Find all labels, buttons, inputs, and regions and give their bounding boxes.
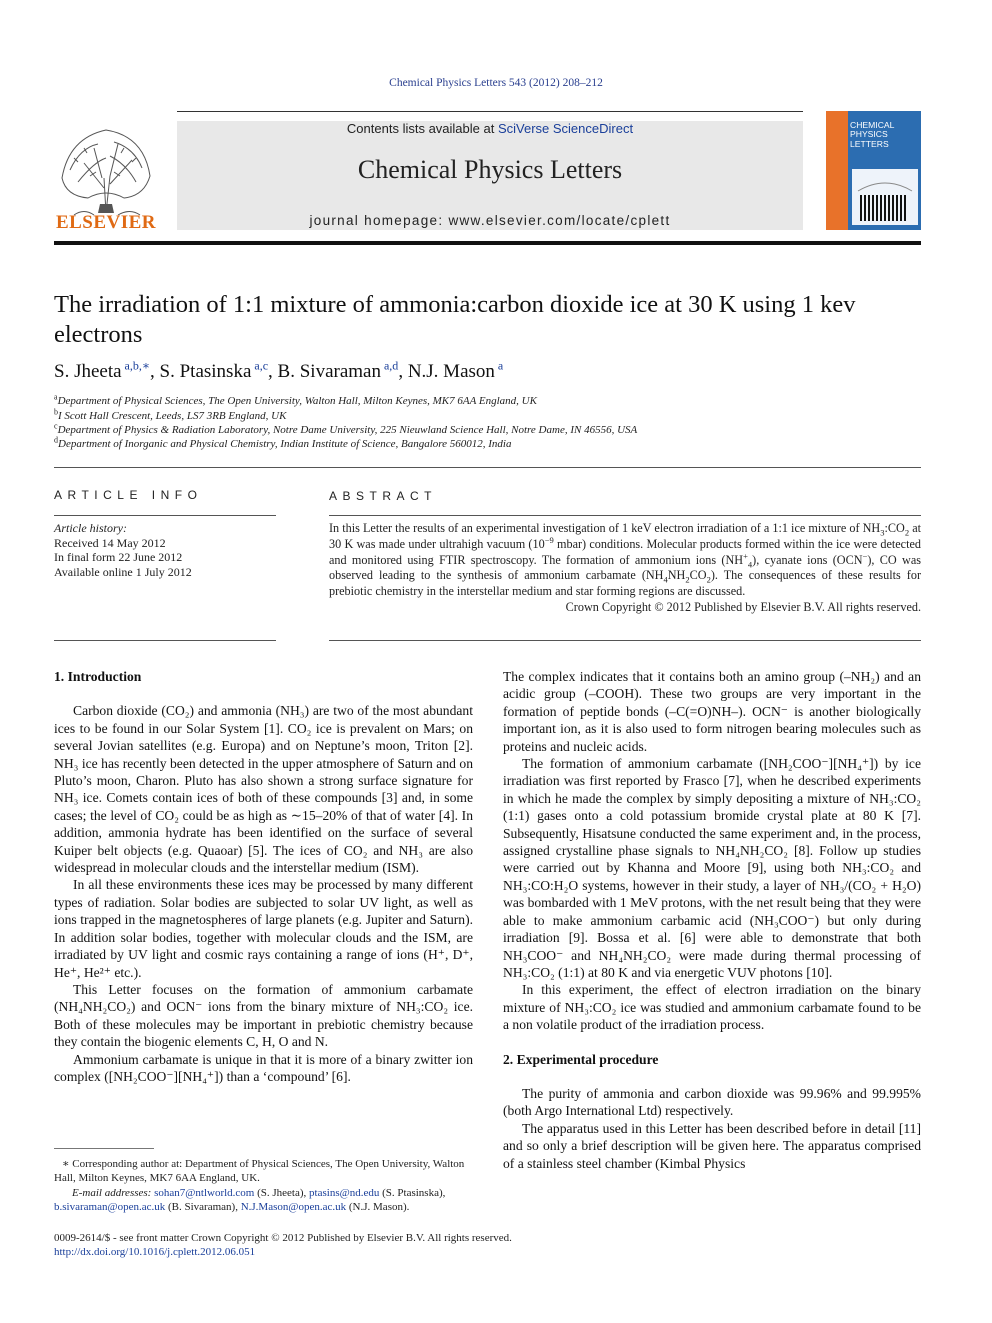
- author-affiliation-marker[interactable]: a,d: [383, 358, 399, 373]
- contents-line: [177, 121, 803, 136]
- abstract-fragment: ), CO was observed leading to the synthesis of ammonium carbamate (NH: [329, 552, 921, 583]
- email-owner: (N.J. Mason).: [346, 1201, 410, 1214]
- cover-line: LETTERS: [850, 138, 889, 149]
- paragraph: Ammonium carbamate is unique in that it is more of a binary zwitter ion complex ([NH₂COO⁻][NH₄⁺]) than a ‘compound’ [6].: [54, 1051, 473, 1084]
- section-heading-introduction: 1. Introduction: [54, 669, 142, 684]
- email-link[interactable]: ptasins@nd.edu: [309, 1186, 380, 1199]
- journal-homepage[interactable]: journal homepage: www.elsevier.com/locate/cplett: [309, 213, 671, 228]
- footnote-block: [54, 1157, 473, 1215]
- affiliation-key: a: [54, 392, 58, 402]
- journal-citation[interactable]: Chemical Physics Letters 543 (2012) 208–212: [389, 77, 603, 89]
- journal-cover-image: [826, 111, 921, 230]
- corresponding-author-note: ∗ Corresponding author at: Department of Physical Sciences, The Open University, Walton Hall, Milton Keynes, MK7 6AA England, UK.: [54, 1158, 465, 1185]
- email-label: E-mail addresses:: [72, 1186, 152, 1199]
- affiliation-text: Department of Physical Sciences, The Open University, Walton Hall, Milton Keynes, MK7 6AA England, UK: [57, 395, 537, 407]
- author-name[interactable]: B. Sivaraman: [277, 361, 381, 382]
- affiliation-d: [54, 435, 512, 450]
- email-link[interactable]: N.J.Mason@open.ac.uk: [240, 1201, 347, 1214]
- elsevier-wordmark: ELSEVIER: [55, 212, 157, 233]
- author-name[interactable]: S. Ptasinska: [159, 361, 252, 382]
- divider: [329, 640, 921, 641]
- email-owner: (S. Ptasinska),: [379, 1186, 446, 1199]
- divider: [54, 467, 921, 468]
- article-title: The irradiation of 1:1 mixture of ammonia:carbon dioxide ice at 30 K using 1 kev electrons: [54, 291, 856, 348]
- author-affiliation-marker[interactable]: a: [497, 358, 504, 373]
- section-heading-experimental: 2. Experimental procedure: [503, 1051, 659, 1067]
- header-top-rule: [177, 111, 803, 112]
- received-date: Received 14 May 2012: [54, 535, 166, 550]
- paragraph: This Letter focuses on the formation of ammonium carbamate (NH₄NH₂CO₂) and OCN⁻ ions from the binary mixture of NH₃:CO₂ ice. Both of these molecules may be important in prebiotic chemistry because they contain the biogenic elements C, H, O and N.: [54, 981, 473, 1050]
- right-column: [503, 668, 921, 1172]
- paragraph: Carbon dioxide (CO₂) and ammonia (NH₃) are two of the most abundant ices to be found in our Solar System [1]. CO₂ ice is prevalent on Mars; on several Jovian satellites (e.g. Europa) and on Neptune’s moon, Triton [2]. NH₃ ice has recently been detected in the upper atmosphere of Saturn and on Pluto’s moon, Charon. Pluto has also shown a strong surface signature for NH₃ ice. Comets contain ices of both of these compounds [3] and, in some cases; the level of CO₂ could be as high as ∼15–20% of that of water [4]. In addition, ammonia hydrate has been identified on the surface of several Kuiper belt objects (e.g. Quaoar) [5]. The ices of CO₂ and NH₃ are also widespread in molecular clouds and the interstellar medium (ISM).: [54, 703, 473, 876]
- email-owner: (S. Jheeta),: [254, 1186, 310, 1199]
- email-link[interactable]: sohan7@ntlworld.com: [154, 1186, 255, 1199]
- doi-link[interactable]: http://dx.doi.org/10.1016/j.cplett.2012.06.051: [54, 1246, 256, 1259]
- abstract-fragment: In this Letter the results of an experimental investigation of 1 keV electron irradiation of a 1:1 ice mixture of NH: [329, 521, 881, 535]
- abstract-fragment: ), cyanate ions (OCN: [752, 552, 863, 567]
- abstract-text: In this Letter the results of an experimental investigation of 1 keV electron irradiation of a 1:1 ice mixture of $NH_3:CO_2$ at 30 K was made under ultrahigh vacuum ($10^{-9}$ mbar) conditions. Molecular products formed within the ice were detected and monitored using FTIR spectroscopy. The formation of ammonium ions $(NH^+_4)$, cyanate ions (OCN−), CO was observed leading to the synthesis of ammonium carbamate $(NH_4NH_2CO_2)$. The consequences of these results for prebiotic chemistry in the interstellar medium and star forming regions are discussed. Crown Copyright © 2012 Published by Elsevier B.V. All rights reserved.: [329, 521, 922, 614]
- affiliation-c: [54, 421, 638, 436]
- author-list: S. Jheeta $^{a,b,∗}$, S. Ptasinska $^{a,c}$, B. Sivaraman $^{a,d}$, N.J. Mason $^a$: [54, 358, 504, 382]
- sciencedirect-link[interactable]: SciVerse ScienceDirect: [497, 121, 634, 136]
- author-affiliation-marker[interactable]: a,b,∗: [124, 358, 151, 373]
- cover-graphic-icon: [852, 169, 918, 225]
- paragraph: In all these environments these ices may be processed by many different types of radiation. Solar bodies are subjected to solar UV light, as well as ions trapped in the magnetospheres of large planets (e.g. Jupiter and Saturn). In addition solar bodies, together with molecular clouds and the ISM, are irradiated by UV light and cosmic rays containing a range of ions (H⁺, D⁺, He⁺, He²⁺ etc.).: [54, 877, 473, 980]
- abstract-fragment: ). The consequences of these results for prebiotic chemistry in the interstellar medium and star forming regions are discussed.: [329, 568, 922, 599]
- abstract-fragment: NH: [667, 568, 686, 583]
- author-name[interactable]: N.J. Mason: [407, 361, 495, 382]
- author-affiliation-marker[interactable]: a,c: [254, 358, 269, 373]
- abstract-fragment: at 30 K was made under ultrahigh vacuum (10: [329, 521, 921, 551]
- paragraph: The formation of ammonium carbamate ([NH₂COO⁻][NH₄⁺]) by ice irradiation was first reported by Frasco [7], when he described experiments in which he made the complex by simply depositing a mixture of NH₃:CO₂ (1:1) gases onto a cold potassium bromide crystal plate at 80 K [7]. Subsequently, Hisatsune conducted the same experiment and, in the process, assigned crystalline phase signals to NH₄NH₂CO₂ [8]. Follow up studies were carried out by Khanna and Moore [9], using both NH₃:CO₂ and NH₃:CO:H₂O systems, however in their study, a layer of NH₃/(CO₂ + H₂O) was bombarded with 1 MeV protons, with the net result being that they were able to make ammonium carbamic acid (NH₃COO⁻) but only during irradiation [9]. Bossa et al. [6] were able to demonstrate that both NH₃COO⁻ and NH₄NH₂CO₂ were made during thermal processing of NH₃:CO₂ (1:1) at 80 K and via energetic VUV photons [10].: [503, 756, 921, 980]
- email-owner: (B. Sivaraman),: [165, 1201, 241, 1214]
- affiliation-text: I Scott Hall Crescent, Leeds, LS7 3RB England, UK: [58, 410, 287, 422]
- article-history: [54, 521, 192, 579]
- cover-title: [850, 121, 894, 149]
- email-addresses: [54, 1186, 473, 1215]
- article-info-heading: ARTICLE INFO: [54, 488, 203, 502]
- affiliation-key: b: [54, 407, 58, 417]
- history-label: Article history:: [54, 521, 127, 535]
- final-form-date: In final form 22 June 2012: [54, 550, 183, 564]
- affiliation-key: d: [54, 435, 58, 445]
- issn-line: 0009-2614/$ - see front matter Crown Copyright © 2012 Published by Elsevier B.V. All rights reserved.: [54, 1232, 512, 1244]
- header-bottom-rule: [54, 241, 921, 245]
- affiliation-text: Department of Inorganic and Physical Chemistry, Indian Institute of Science, Bangalore 560012, India: [58, 438, 512, 450]
- affiliation-b: [54, 407, 287, 422]
- online-date: Available online 1 July 2012: [54, 564, 192, 579]
- author-name[interactable]: S. Jheeta: [54, 361, 122, 382]
- affiliation-text: Department of Physics & Radiation Laboratory, Notre Dame University, 225 Nieuwland Science Hall, Notre Dame, IN 46556, USA: [57, 424, 638, 436]
- contents-prefix: Contents lists available at: [346, 121, 498, 136]
- abstract-copyright: Crown Copyright © 2012 Published by Elsevier B.V. All rights reserved.: [565, 599, 921, 614]
- journal-title: Chemical Physics Letters: [357, 155, 623, 184]
- email-link[interactable]: b.sivaraman@open.ac.uk: [54, 1201, 166, 1214]
- cover-line: CHEMICAL: [850, 120, 895, 130]
- left-column: [54, 668, 473, 1085]
- paragraph: In this experiment, the effect of electron irradiation on the binary mixture of NH₃:CO₂ ice was studied and ammonium carbamate found to be a non volatile product of the irradiation process.: [503, 982, 921, 1033]
- cover-strip: [826, 111, 848, 230]
- affiliation-a: [54, 392, 537, 407]
- divider: [54, 640, 276, 641]
- paragraph: The complex indicates that it contains both an amino group (–NH₂) and an acidic group (–COOH). These two groups are very important in the formation of peptide bonds (–C(=O)NH–). OCN⁻ is another biologically important ion, as it is also used to form nitrogen bearing molecules such as proteins and nucleic acids.: [503, 669, 921, 754]
- abstract-exponent: −9: [544, 534, 554, 545]
- abstract-fragment: CO: [689, 568, 707, 583]
- abstract-heading: ABSTRACT: [329, 489, 438, 503]
- footnote-rule: [54, 1148, 154, 1149]
- divider: [329, 515, 921, 516]
- abstract-fragment: mbar) conditions. Molecular products formed within the ice were detected and monitored using FTIR spectroscopy. The formation of ammonium ions (NH: [329, 536, 921, 567]
- paragraph: The purity of ammonia and carbon dioxide was 99.96% and 99.995% (both Argo International Ltd) respectively.: [503, 1085, 921, 1119]
- cover-line: PHYSICS: [850, 129, 888, 140]
- front-matter: [54, 1231, 921, 1260]
- affiliation-key: c: [54, 421, 58, 431]
- divider: [54, 515, 276, 516]
- abstract-fragment: :CO: [884, 521, 905, 535]
- paragraph: The apparatus used in this Letter has been described before in detail [11] and so only a brief description will be given here. The apparatus comprised of a stainless steel chamber (Kimbal Physics: [503, 1120, 921, 1171]
